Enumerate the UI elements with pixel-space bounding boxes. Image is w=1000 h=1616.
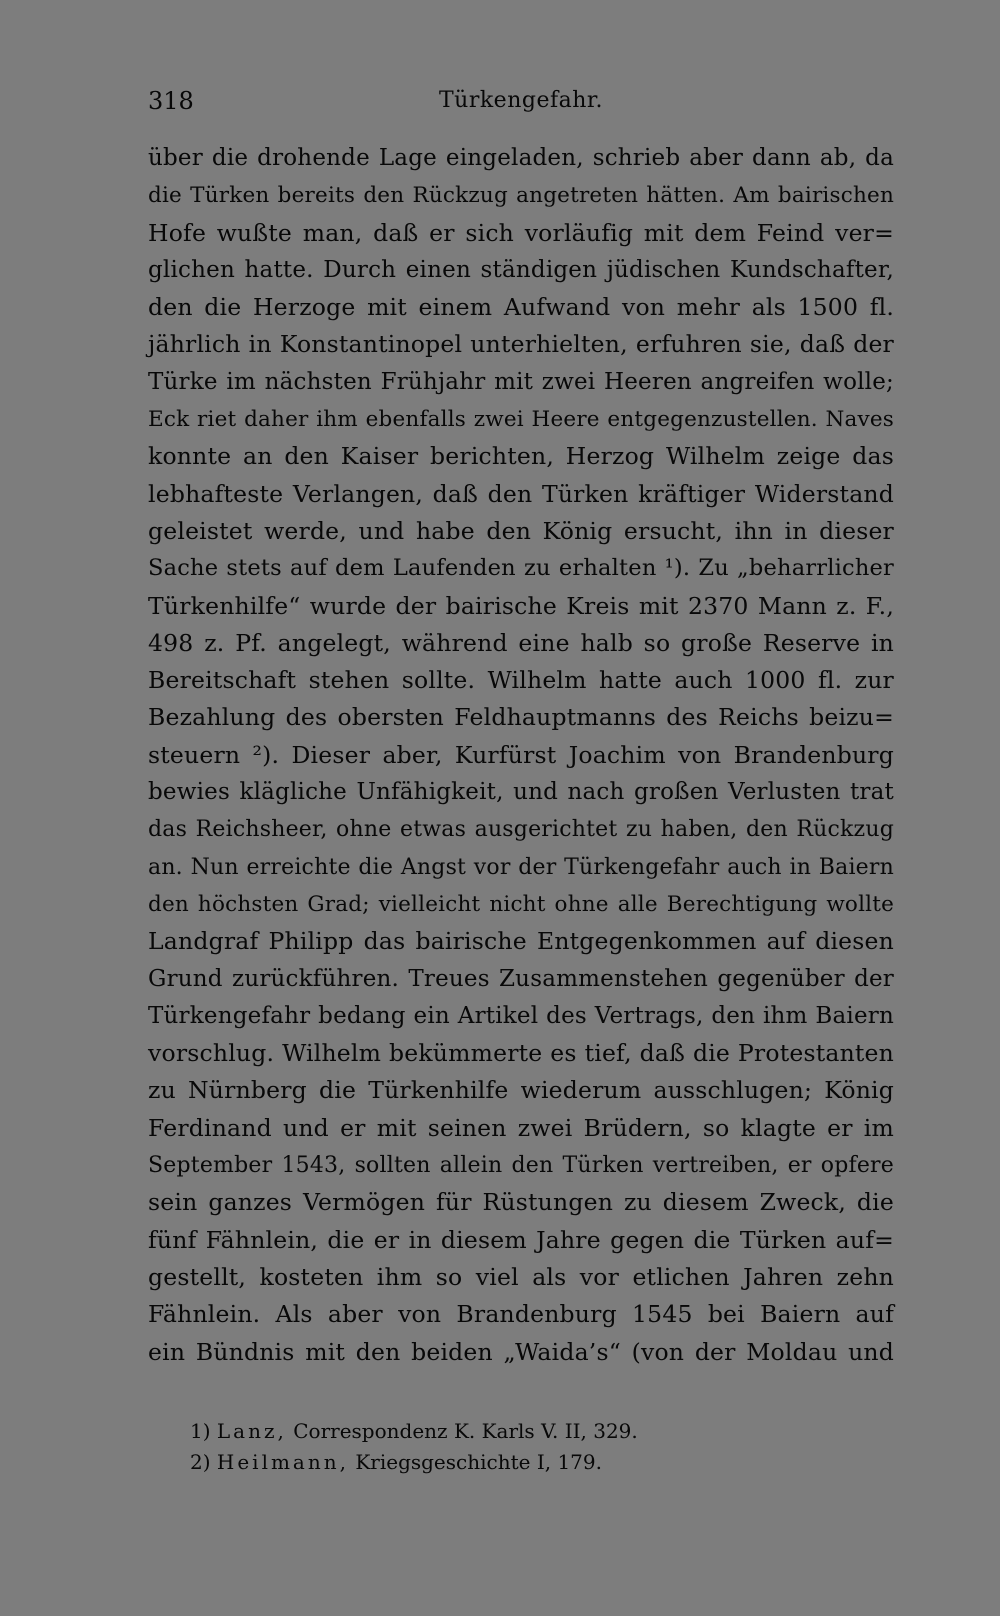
text-line: Fähnlein. Als aber von Brandenburg 1545 bei Baiern auf (148, 1300, 894, 1329)
footnote-text: Correspondenz K. Karls V. II, 329. (293, 1419, 638, 1443)
text-line: Hofe wußte man, daß er sich vorläufig mit dem Feind ver= (148, 218, 894, 247)
text-line: Landgraf Philipp das bairische Entgegenkommen auf diesen (148, 927, 894, 956)
footnote-2 (190, 1447, 894, 1478)
text-line: sein ganzes Vermögen für Rüstungen zu diesem Zweck, die (148, 1188, 894, 1217)
text-line: vorschlug. Wilhelm bekümmerte es tief, daß die Protestanten (148, 1039, 894, 1068)
text-line: bewies klägliche Unfähigkeit, und nach großen Verlusten trat (148, 779, 894, 806)
body-text (148, 140, 894, 1371)
text-line: glichen hatte. Durch einen ständigen jüdischen Kundschafter, (148, 256, 894, 283)
text-line: lebhafteste Verlangen, daß den Türken kräftiger Widerstand (148, 479, 894, 508)
text-line: 498 z. Pf. angelegt, während eine halb so große Reserve in (148, 628, 894, 657)
footnote-marker: 1) (190, 1419, 211, 1443)
running-title: Türkengefahr. (438, 88, 603, 113)
text-line: Grund zurückführen. Treues Zusammenstehen gegenüber der (148, 965, 894, 992)
text-line: geleistet werde, und habe den König ersucht, ihn in dieser (148, 516, 894, 545)
text-line: Türkengefahr bedang ein Artikel des Vertrags, den ihm Baiern (148, 1002, 894, 1029)
text-line: zu Nürnberg die Türkenhilfe wiederum ausschlugen; König (148, 1076, 894, 1105)
text-line: steuern ²). Dieser aber, Kurfürst Joachim von Brandenburg (148, 740, 894, 769)
footnote-marker: 2) (190, 1450, 211, 1474)
footnote-1 (190, 1416, 894, 1447)
text-line: über die drohende Lage eingeladen, schrieb aber dann ab, da (148, 145, 894, 171)
footnote-text: Kriegsgeschichte I, 179. (355, 1450, 602, 1474)
text-line: September 1543, sollten allein den Türken vertreiben, er opfere (148, 1153, 894, 1179)
page-number: 318 (148, 87, 194, 115)
text-line: konnte an den Kaiser berichten, Herzog Wilhelm zeige das (148, 442, 894, 471)
page-header (148, 84, 894, 118)
footnotes (190, 1416, 894, 1478)
text-line: Sache stets auf dem Laufenden zu erhalten ¹). Zu „beharrlicher (148, 555, 894, 582)
text-line: Bezahlung des obersten Feldhauptmanns des Reichs beizu= (148, 703, 894, 732)
text-line: Türke im nächsten Frühjahr mit zwei Heeren angreifen wolle; (148, 368, 894, 395)
text-line: gestellt, kosteten ihm so viel als vor etlichen Jahren zehn (148, 1262, 894, 1291)
text-line: ein Bündnis mit den beiden „Waida’s“ (von der Moldau und (148, 1337, 894, 1366)
text-line: Türkenhilfe“ wurde der bairische Kreis mit 2370 Mann z. F., (148, 591, 894, 620)
text-line: den höchsten Grad; vielleicht nicht ohne alle Berechtigung wollte (148, 891, 894, 917)
footnote-author: Heilmann, (216, 1450, 349, 1474)
text-line: Eck riet daher ihm ebenfalls zwei Heere entgegenzustellen. Naves (148, 407, 894, 433)
text-line: fünf Fähnlein, die er in diesem Jahre gegen die Türken auf= (148, 1225, 894, 1254)
text-line: das Reichsheer, ohne etwas ausgerichtet zu haben, den Rückzug (148, 817, 894, 843)
footnote-author: Lanz, (216, 1419, 287, 1443)
text-line: die Türken bereits den Rückzug angetreten hätten. Am bairischen (148, 183, 894, 209)
text-line: an. Nun erreichte die Angst vor der Türkengefahr auch in Baiern (148, 854, 894, 880)
text-line: jährlich in Konstantinopel unterhielten, erfuhren sie, daß der (148, 330, 894, 359)
text-line: den die Herzoge mit einem Aufwand von mehr als 1500 fl. (148, 293, 894, 322)
text-line: Bereitschaft stehen sollte. Wilhelm hatte auch 1000 fl. zur (148, 666, 894, 695)
text-line: Ferdinand und er mit seinen zwei Brüdern, so klagte er im (148, 1113, 894, 1142)
